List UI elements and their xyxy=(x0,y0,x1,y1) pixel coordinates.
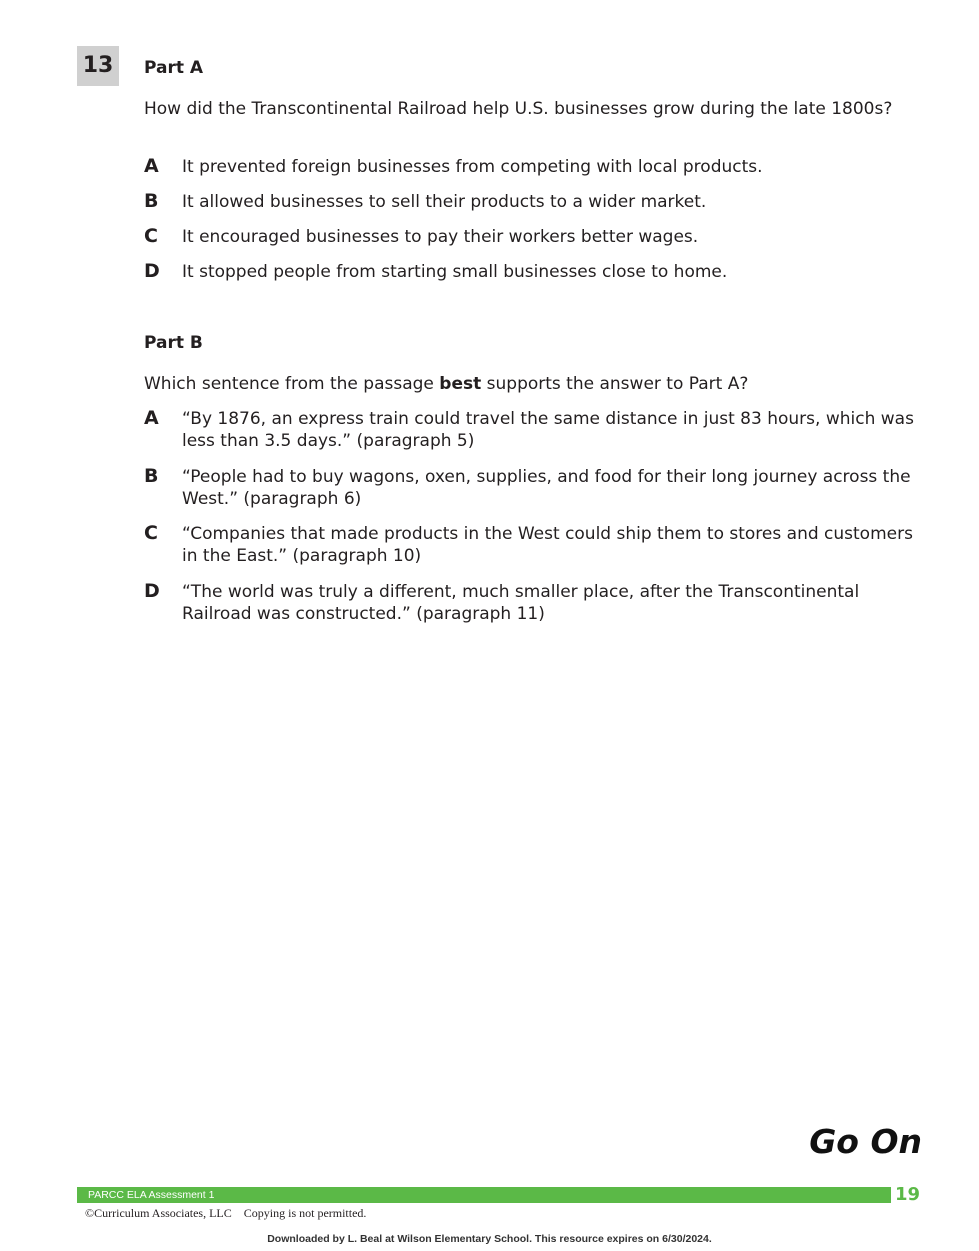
choice-text: “By 1876, an express train could travel the same distance in just 83 hours, which was less than 3.5 days.” (paragraph 5) xyxy=(182,409,914,451)
download-notice: Downloaded by L. Beal at Wilson Elementary School. This resource expires on 6/30/2024. xyxy=(267,1233,712,1245)
choice-letter: B xyxy=(144,465,159,487)
prompt-text-after: supports the answer to Part A? xyxy=(481,374,749,394)
choice-letter: C xyxy=(144,225,158,247)
part-b-prompt xyxy=(144,373,904,396)
page-number: 19 xyxy=(895,1184,921,1205)
choice-letter: D xyxy=(144,260,160,282)
copyright-notice: ©Curriculum Associates, LLC Copying is not permitted. xyxy=(85,1206,367,1220)
choice-letter: D xyxy=(144,580,160,602)
choice-text: It prevented foreign businesses from competing with local products. xyxy=(182,157,763,177)
go-on-label: Go On xyxy=(809,1122,922,1161)
choice-letter: B xyxy=(144,190,159,212)
choice-letter: A xyxy=(144,407,159,429)
choice-letter: C xyxy=(144,522,158,544)
choice-text: It allowed businesses to sell their products to a wider market. xyxy=(182,192,707,212)
choice-text: “Companies that made products in the West could ship them to stores and customers in the East.” (paragraph 10) xyxy=(182,524,913,566)
choice-letter: A xyxy=(144,155,159,177)
prompt-text-before: Which sentence from the passage xyxy=(144,374,440,394)
choice-text: It encouraged businesses to pay their workers better wages. xyxy=(182,227,699,247)
question-number: 13 xyxy=(77,46,119,86)
choice-text: “The world was truly a different, much smaller place, after the Transcontinental Railroad was constructed.” (paragraph 11) xyxy=(182,582,860,624)
part-a-heading: Part A xyxy=(144,58,204,78)
part-a-prompt: How did the Transcontinental Railroad help U.S. businesses grow during the late 1800s? xyxy=(144,99,893,119)
choice-text: It stopped people from starting small businesses close to home. xyxy=(182,262,728,282)
footer-bar xyxy=(77,1187,891,1203)
assessment-label: PARCC ELA Assessment 1 xyxy=(88,1189,215,1201)
choice-text: “People had to buy wagons, oxen, supplies, and food for their long journey across the West.” (paragraph 6) xyxy=(182,467,911,509)
part-b-heading: Part B xyxy=(144,333,203,353)
prompt-emphasis: best xyxy=(439,374,482,394)
